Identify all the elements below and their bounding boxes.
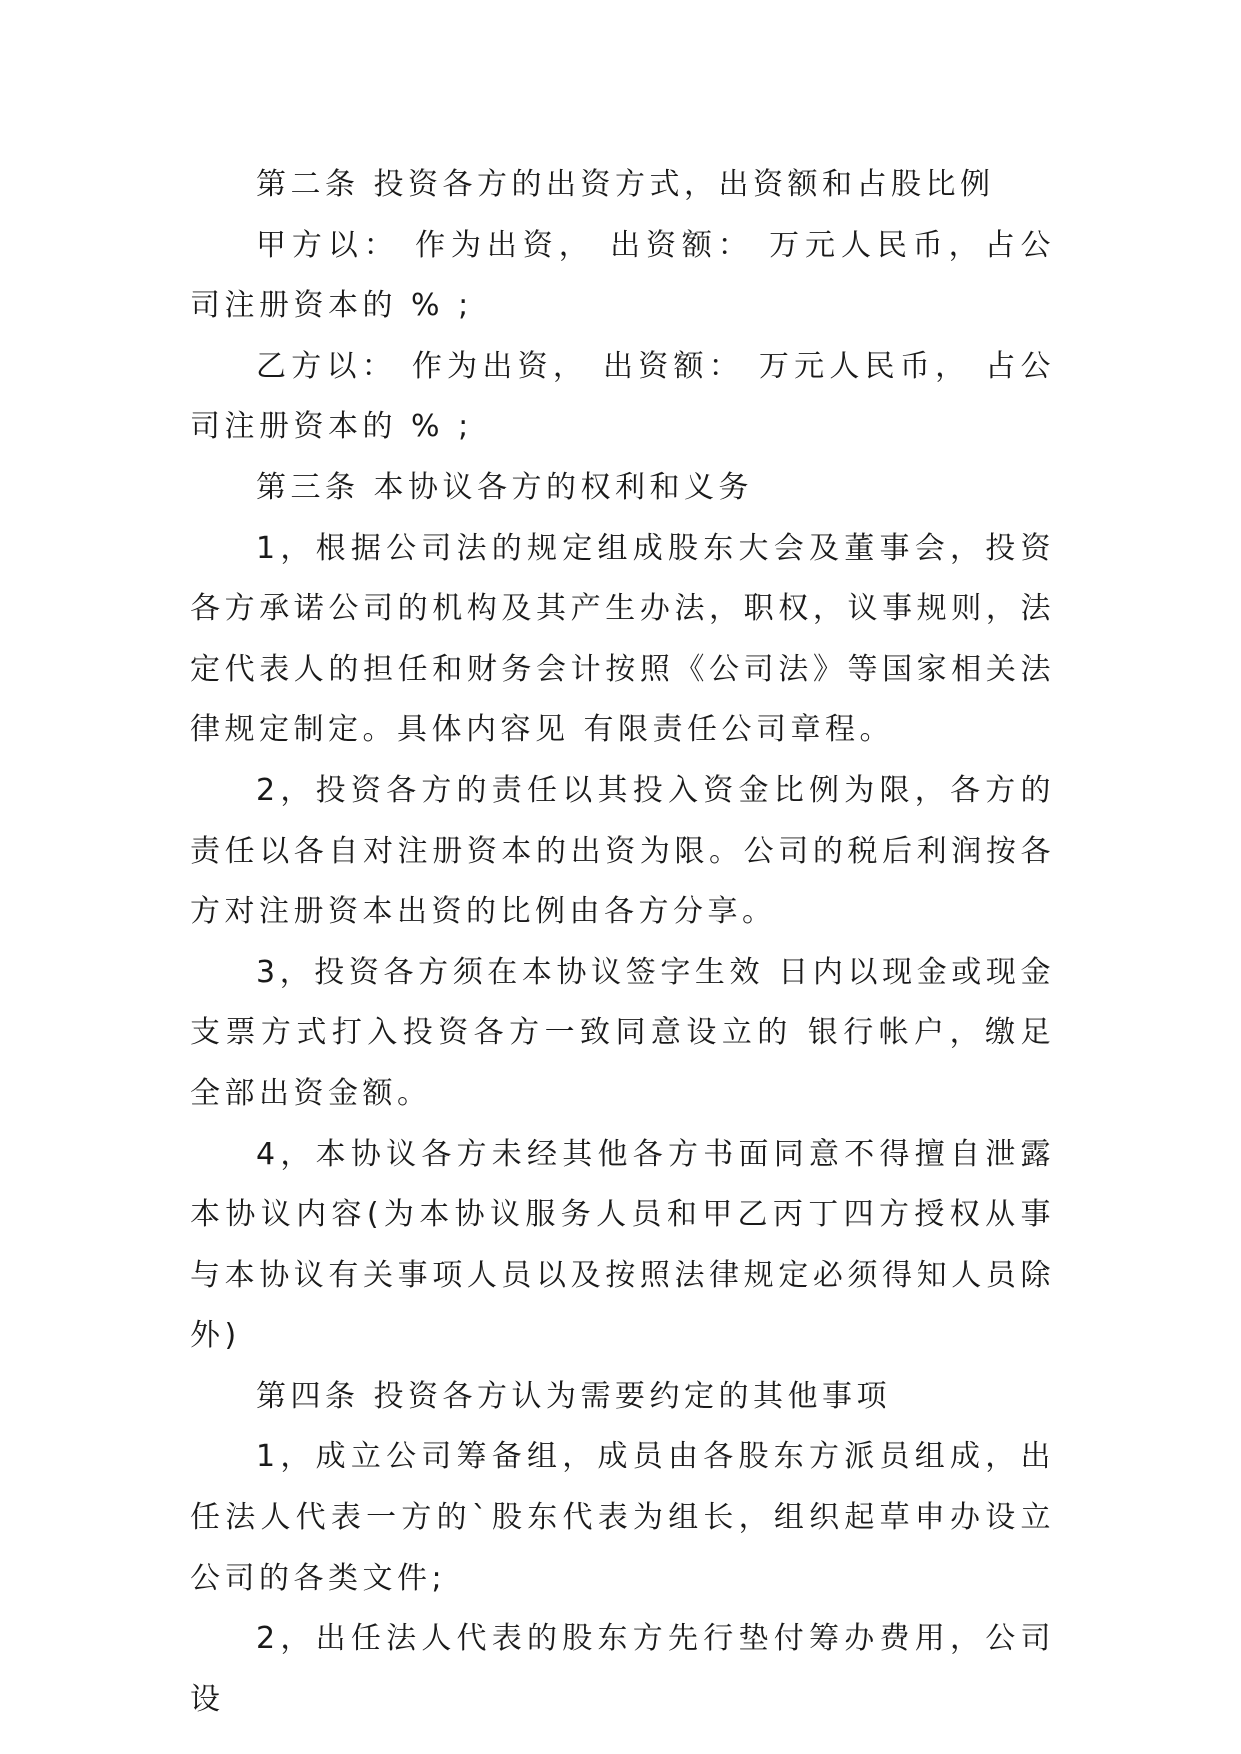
article-4-clause-2: 2，出任法人代表的股东方先行垫付筹办费用，公司设 — [190, 1621, 1055, 1717]
article-3-clause-1: 1，根据公司法的规定组成股东大会及董事会，投资各方承诺公司的机构及其产生办法，职权，议事规则，法定代表人的担任和财务会计按照《公司法》等国家相关法律规定制定。具体内容见 有限责任公司章程。 — [190, 530, 1055, 748]
article-3-heading: 第三条 本协议各方的权利和义务 — [256, 469, 754, 505]
article-4-heading: 第四条 投资各方认为需要约定的其他事项 — [256, 1378, 892, 1414]
article-3-clause-4: 4，本协议各方未经其他各方书面同意不得擅自泄露本协议内容(为本协议服务人员和甲乙丙丁四方授权从事与本协议有关事项人员以及按照法律规定必须得知人员除外) — [190, 1136, 1055, 1354]
party-b-contribution: 乙方以： 作为出资， 出资额： 万元人民币， 占公司注册资本的 % ; — [190, 348, 1055, 445]
party-a-contribution: 甲方以： 作为出资， 出资额： 万元人民币，占公司注册资本的 % ; — [190, 227, 1055, 324]
article-3-clause-2: 2，投资各方的责任以其投入资金比例为限，各方的责任以各自对注册资本的出资为限。公司的税后利润按各方对注册资本出资的比例由各方分享。 — [190, 772, 1055, 930]
article-2-heading: 第二条 投资各方的出资方式，出资额和占股比例 — [256, 167, 995, 202]
article-4-clause-1: 1，成立公司筹备组，成员由各股东方派员组成，出任法人代表一方的`股东代表为组长，组织起草申办设立公司的各类文件; — [190, 1439, 1055, 1596]
article-3-clause-3: 3，投资各方须在本协议签字生效 日内以现金或现金支票方式打入投资各方一致同意设立的 银行帐户，缴足全部出资金额。 — [190, 954, 1055, 1111]
document-body — [190, 155, 1055, 1730]
